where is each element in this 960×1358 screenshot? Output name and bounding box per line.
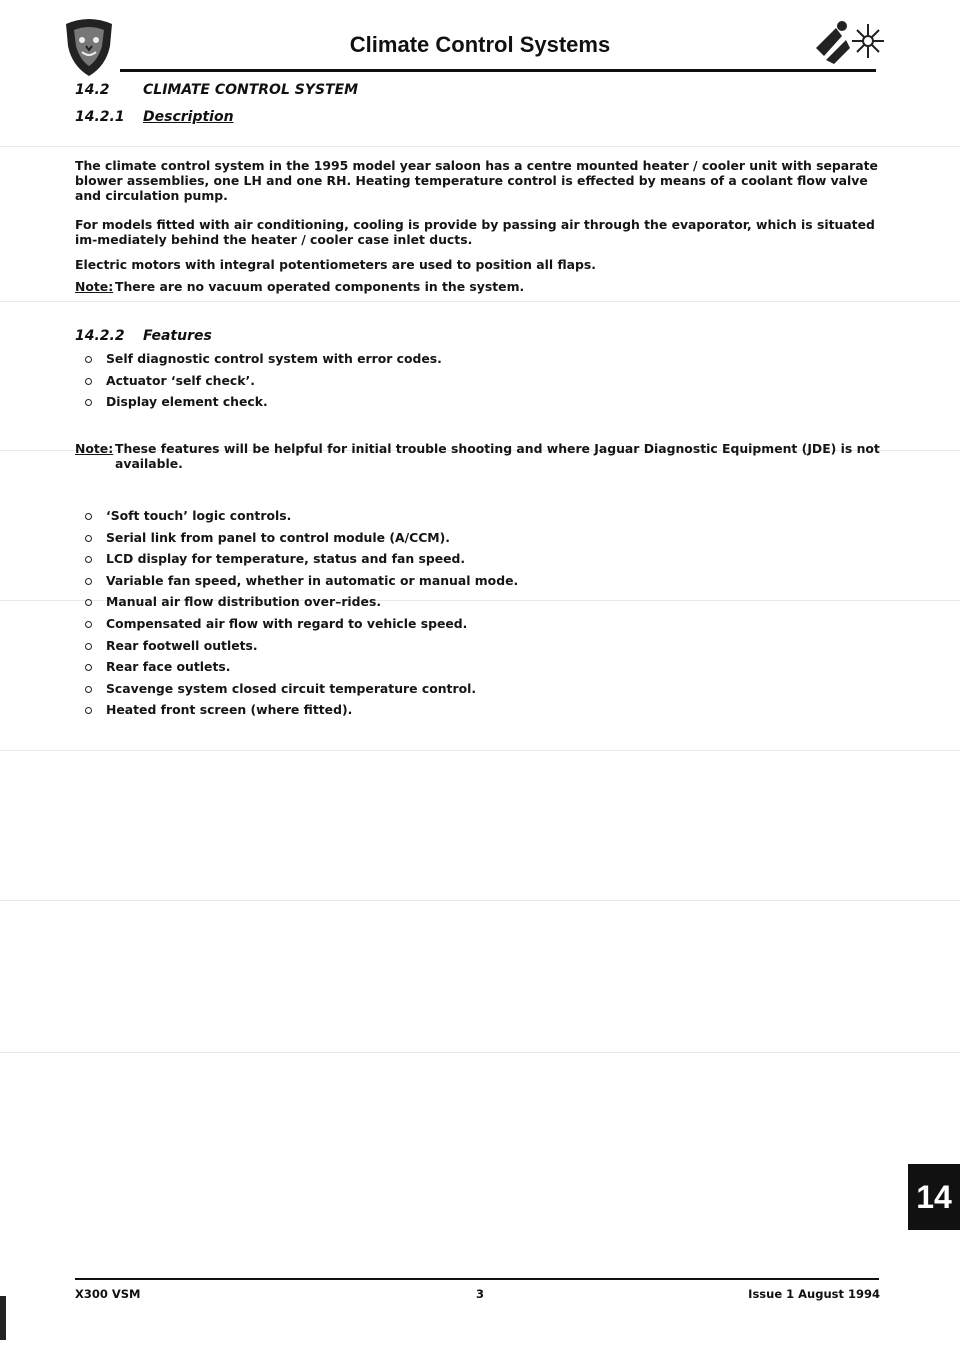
footer-rule: [75, 1278, 879, 1280]
features-note: [75, 441, 883, 473]
scan-line: [0, 1052, 960, 1053]
note-label: Note:: [75, 279, 114, 294]
bullet-icon: [85, 399, 92, 406]
list-item: Display element check.: [85, 394, 442, 416]
bullet-icon: [85, 707, 92, 714]
list-item: Rear footwell outlets.: [85, 638, 518, 660]
bullet-icon: [85, 556, 92, 563]
bullet-icon: [85, 378, 92, 385]
footer-issue-date: Issue 1 August 1994: [748, 1287, 880, 1301]
bullet-icon: [85, 599, 92, 606]
note-text: There are no vacuum operated components in the system.: [115, 279, 525, 294]
note-text: These features will be helpful for initial trouble shooting and where Jaguar Diagnostic Equipment (JDE) is not available.: [115, 441, 880, 471]
list-item: Serial link from panel to control module (A/CCM).: [85, 530, 518, 552]
list-item: Heated front screen (where fitted).: [85, 702, 518, 724]
list-item: Scavenge system closed circuit temperature control.: [85, 681, 518, 703]
footer-document-code: X300 VSM: [75, 1287, 141, 1301]
list-item: ‘Soft touch’ logic controls.: [85, 508, 518, 530]
note-label: Note:: [75, 441, 114, 456]
bullet-icon: [85, 356, 92, 363]
section-number: 14.2: [75, 82, 110, 98]
bullet-icon: [85, 686, 92, 693]
description-note: [75, 279, 883, 294]
list-item: LCD display for temperature, status and fan speed.: [85, 551, 518, 573]
bullet-icon: [85, 578, 92, 585]
section-title: Description: [143, 109, 234, 125]
page-header-title: Climate Control Systems: [349, 32, 611, 57]
header-rule: [120, 69, 876, 72]
section-heading-main: [75, 82, 358, 98]
description-paragraph-2: For models fitted with air conditioning, cooling is provide by passing air through the evaporator, which is situated im-mediately behind the heater / cooler case inlet ducts.: [75, 217, 875, 247]
list-item: Manual air flow distribution over–rides.: [85, 594, 518, 616]
description-paragraph-3: Electric motors with integral potentiometers are used to position all flaps.: [75, 257, 596, 272]
chapter-tab: 14: [908, 1164, 960, 1230]
scan-line: [0, 146, 960, 147]
scan-line: [0, 750, 960, 751]
features-list-2: [85, 508, 518, 724]
bullet-icon: [85, 621, 92, 628]
section-number: 14.2.1: [75, 109, 125, 125]
footer-page-number: 3: [475, 1287, 484, 1301]
list-item: Self diagnostic control system with error codes.: [85, 351, 442, 373]
bullet-icon: [85, 664, 92, 671]
scan-edge-mark: [0, 1296, 6, 1340]
list-item: Rear face outlets.: [85, 659, 518, 681]
scan-line: [0, 900, 960, 901]
climate-fan-snowflake-icon: [812, 18, 884, 66]
bullet-icon: [85, 643, 92, 650]
list-item: Variable fan speed, whether in automatic or manual mode.: [85, 573, 518, 595]
section-title: Features: [143, 328, 212, 344]
list-item: Compensated air flow with regard to vehicle speed.: [85, 616, 518, 638]
bullet-icon: [85, 535, 92, 542]
section-title: CLIMATE CONTROL SYSTEM: [143, 82, 359, 98]
features-list-1: [85, 351, 442, 416]
description-paragraph-1: The climate control system in the 1995 model year saloon has a centre mounted heater / cooler unit with separate blower assemblies, one LH and one RH. Heating temperature control is effected by means of a coolant flow valve and circulation pump.: [75, 158, 878, 203]
section-heading-description: [75, 109, 234, 125]
section-heading-features: [75, 328, 212, 344]
bullet-icon: [85, 513, 92, 520]
section-number: 14.2.2: [75, 328, 125, 344]
scan-line: [0, 301, 960, 302]
list-item: Actuator ‘self check’.: [85, 373, 442, 395]
